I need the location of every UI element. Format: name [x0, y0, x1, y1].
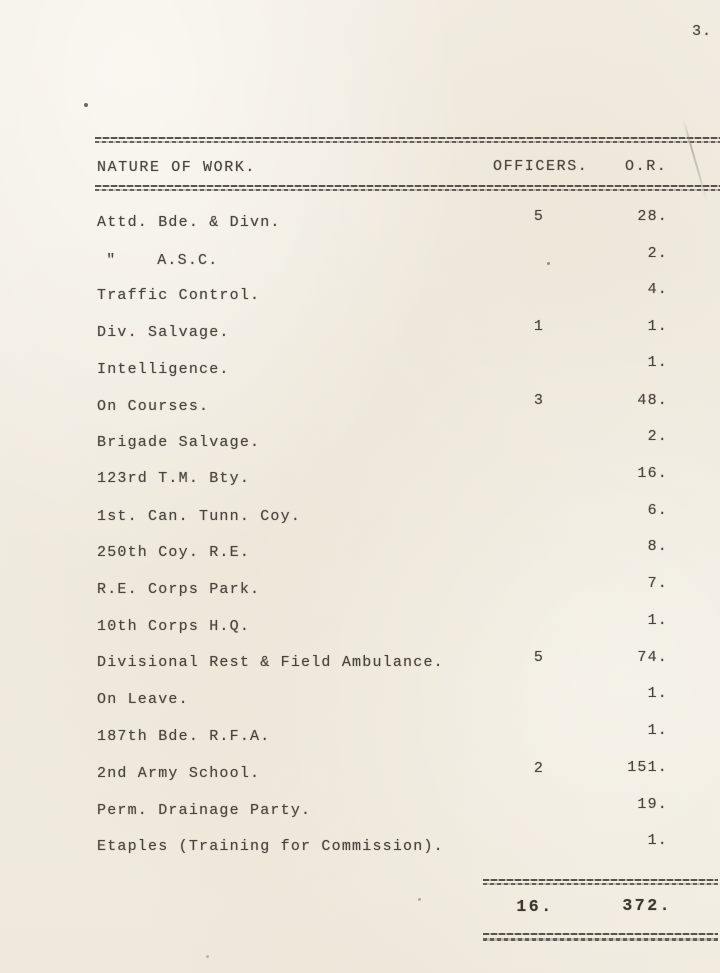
column-header-nature-of-work: NATURE OF WORK. — [97, 159, 257, 176]
table-row — [0, 536, 720, 573]
row-or: 151. — [627, 758, 668, 776]
row-label: Perm. Drainage Party. — [97, 801, 312, 819]
row-or: 1. — [647, 318, 668, 336]
paper-speck — [547, 262, 550, 265]
row-label: 2nd Army School. — [97, 764, 261, 782]
row-or: 48. — [637, 391, 668, 409]
paper-speck — [206, 955, 209, 958]
row-officers: 3 — [533, 391, 545, 409]
table-row — [0, 757, 720, 794]
totals-bottom-rule — [483, 933, 718, 943]
column-header-or: O.R. — [625, 158, 668, 175]
table-row — [0, 794, 720, 831]
table-row — [0, 500, 720, 537]
row-label: Traffic Control. — [97, 287, 261, 305]
row-label: Intelligence. — [97, 360, 230, 378]
header-top-rule — [95, 137, 720, 144]
row-officers: 5 — [533, 648, 545, 666]
row-or: 1. — [647, 685, 668, 703]
row-or: 4. — [647, 281, 668, 299]
table-row — [0, 573, 720, 610]
row-label: 187th Bde. R.F.A. — [97, 728, 271, 746]
row-label: Etaples (Training for Commission). — [97, 838, 444, 856]
table-row — [0, 279, 720, 316]
table-row — [0, 353, 720, 390]
paper-speck — [418, 898, 421, 901]
row-or: 19. — [637, 795, 668, 813]
table-row — [0, 683, 720, 720]
row-or: 6. — [647, 501, 668, 519]
row-label: Divisional Rest & Field Ambulance. — [97, 653, 444, 671]
table-row — [0, 426, 720, 463]
table-row — [0, 206, 720, 243]
table-row — [0, 390, 720, 427]
paper-speck — [84, 103, 88, 107]
table-row — [0, 316, 720, 353]
row-or: 2. — [647, 244, 668, 262]
table-rows — [0, 206, 720, 867]
row-or: 1. — [647, 832, 668, 850]
row-label: Attd. Bde. & Divn. — [97, 214, 281, 231]
totals-top-rule — [483, 879, 718, 886]
row-label: Div. Salvage. — [97, 324, 230, 342]
table-row — [0, 647, 720, 684]
table-row — [0, 463, 720, 500]
row-or: 8. — [647, 538, 668, 556]
table-row — [0, 243, 720, 280]
row-label: R.E. Corps Park. — [97, 581, 261, 599]
table-row — [0, 830, 720, 867]
row-or: 74. — [637, 648, 668, 666]
row-or: 7. — [647, 575, 668, 593]
row-or: 1. — [647, 353, 668, 371]
row-or: 2. — [647, 428, 668, 446]
row-label: 250th Coy. R.E. — [97, 544, 251, 562]
row-or: 16. — [637, 465, 668, 483]
row-label: 123rd T.M. Bty. — [97, 470, 251, 488]
total-officers: 16. — [516, 897, 554, 916]
row-officers: 2 — [533, 759, 545, 777]
page-number: 3. — [692, 23, 713, 40]
row-officers: 5 — [533, 208, 545, 225]
column-header-officers: OFFICERS. — [493, 158, 589, 175]
row-label: 1st. Can. Tunn. Coy. — [97, 507, 302, 525]
row-label: " A.S.C. — [96, 251, 219, 269]
total-or: 372. — [622, 896, 672, 915]
table-row — [0, 610, 720, 647]
table-row — [0, 720, 720, 757]
row-label: On Courses. — [97, 397, 210, 415]
row-or: 28. — [637, 208, 668, 225]
row-label: Brigade Salvage. — [97, 434, 261, 452]
row-officers: 1 — [533, 318, 545, 336]
row-label: On Leave. — [97, 691, 189, 709]
row-or: 1. — [647, 611, 668, 629]
row-label: 10th Corps H.Q. — [97, 617, 251, 635]
row-or: 1. — [647, 722, 668, 740]
header-bottom-rule — [95, 185, 720, 192]
